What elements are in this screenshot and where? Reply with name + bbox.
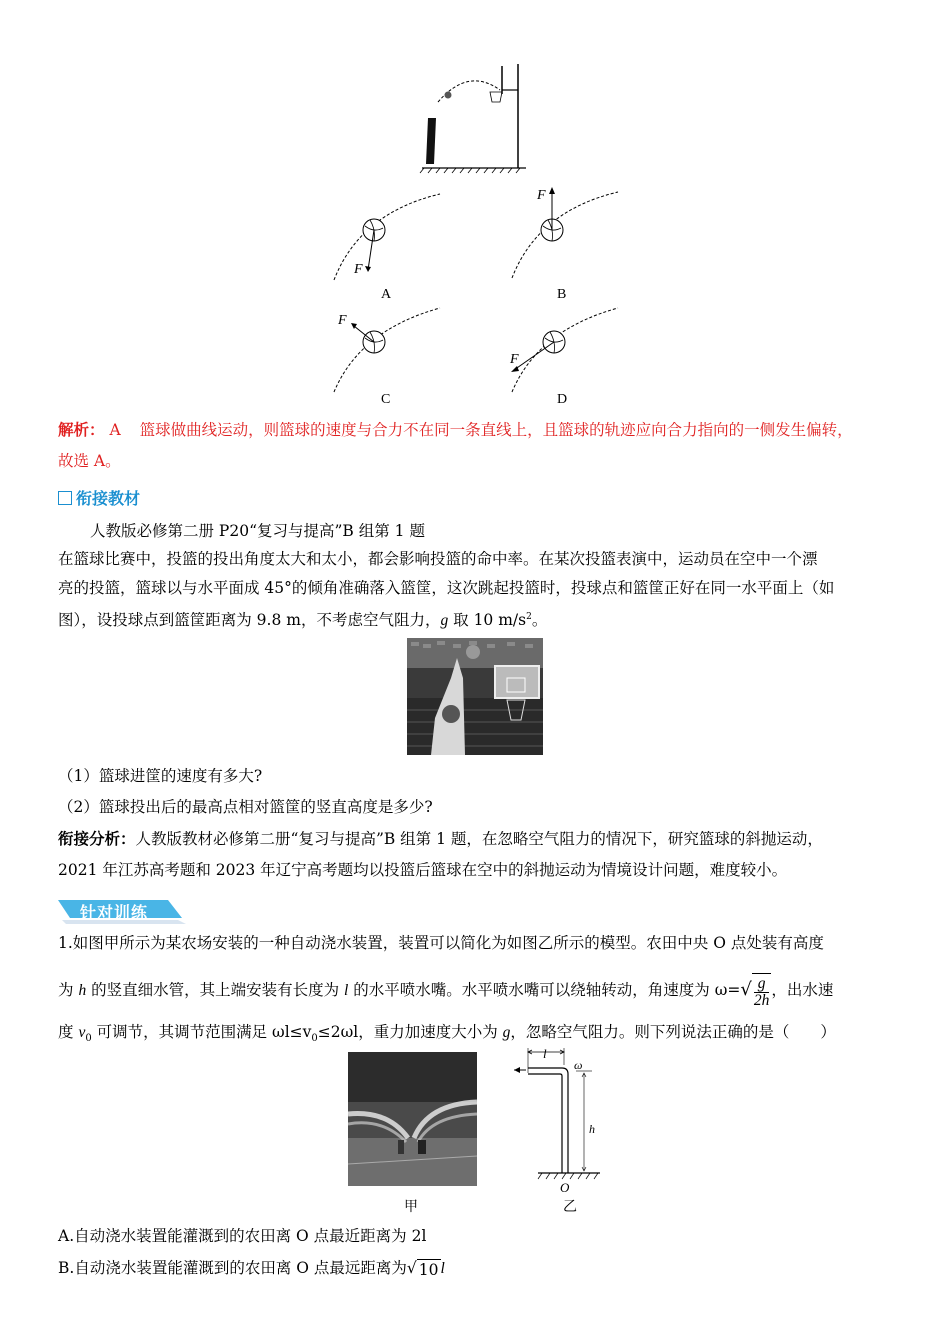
problem-l2-d: ，出水速 — [771, 981, 834, 999]
problem-l3-c: ≤2ωl，重力加速度大小为 — [317, 1023, 503, 1041]
textbook-reference-text: 人教版必修第二册 P20“复习与提高”B 组第 1 题 — [90, 522, 425, 540]
problem-l3-a: 度 — [58, 1023, 79, 1041]
sprinkler-diagram — [508, 1045, 608, 1185]
training-title: 针对训练 — [80, 903, 149, 922]
textbook-reference — [90, 521, 425, 541]
option-figure-b — [508, 186, 628, 286]
analysis-answer: A — [109, 421, 121, 439]
fraction-denominator: 2h — [753, 992, 770, 1009]
question-1 — [58, 766, 262, 786]
link-analysis-line-1 — [58, 829, 823, 849]
figure-yi-label: 乙 — [563, 1199, 577, 1215]
textbook-para-3-a: 图），设投球点到篮筐距离为 9.8 m，不考虑空气阻力， — [58, 611, 441, 630]
v-symbol: v — [78, 1024, 86, 1041]
option-d-force-label: F — [510, 352, 519, 367]
v-subscript: 0 — [85, 1033, 92, 1045]
problem-l2-a: 为 — [58, 981, 79, 999]
shooting-figure — [418, 62, 530, 178]
textbook-para-2-text: 亮的投篮，篮球以与水平面成 45°的倾角准确落入篮筐，这次跳起投篮时，投球点和篮筐正好在同一水平面上（如 — [58, 579, 835, 597]
training-banner — [58, 898, 186, 924]
analysis-label: 解析： — [58, 420, 105, 439]
analysis-text-1: 篮球做曲线运动，则篮球的速度与合力不在同一条直线上，且篮球的轨迹应向合力指向的一侧发生偏转， — [139, 421, 853, 439]
textbook-para-3-c: 。 — [531, 611, 548, 630]
analysis-line-1 — [58, 420, 853, 440]
option-a[interactable] — [58, 1226, 426, 1246]
option-figure-c — [330, 302, 450, 398]
superscript-2: 2 — [526, 612, 532, 622]
problem-line-2 — [58, 972, 833, 1010]
section-title-text: 衔接教材 — [76, 489, 141, 508]
option-a-force-label: F — [354, 262, 363, 277]
link-analysis-line-2 — [58, 860, 787, 880]
section-box-icon — [58, 491, 72, 505]
option-c-force-label: F — [338, 313, 347, 328]
omega-sqrt — [752, 973, 772, 1010]
problem-line-1-text: 1.如图甲所示为某农场安装的一种自动浇水装置，装置可以简化为如图乙所示的模型。农田中央 O 点处装有高度 — [58, 934, 824, 952]
textbook-para-3-b: 取 10 m/s — [448, 611, 527, 630]
g-symbol: g — [502, 1024, 511, 1041]
problem-l2-c: 的水平喷水嘴。水平喷水嘴可以绕轴转动，角速度为 ω= — [348, 981, 741, 999]
option-b-radical: √ — [406, 1259, 417, 1277]
textbook-para-1-text: 在篮球比赛中，投篮的投出角度太大和太小，都会影响投篮的命中率。在某次投篮表演中，运动员在空中一个漂 — [58, 550, 818, 568]
diagram-omega-label: ω — [574, 1058, 583, 1072]
option-b-sqrt: 10 — [418, 1260, 439, 1279]
analysis-line-2 — [58, 451, 121, 471]
analysis-text-2: 故选 A。 — [58, 452, 121, 470]
option-b-label: B — [557, 287, 567, 302]
basketball-photo — [407, 638, 543, 755]
figure-jia-label: 甲 — [404, 1199, 418, 1215]
problem-l3-d: ，忽略空气阻力。则下列说法正确的是（ ） — [510, 1023, 836, 1041]
gravity-symbol: g — [440, 612, 449, 630]
question-2 — [58, 797, 433, 817]
link-analysis-label: 衔接分析： — [58, 829, 136, 848]
textbook-para-3 — [58, 607, 547, 631]
option-c-label: C — [381, 392, 391, 407]
problem-line-1 — [58, 933, 824, 953]
textbook-para-1 — [58, 549, 818, 569]
option-d-label: D — [557, 392, 568, 407]
option-a-text: A.自动浇水装置能灌溉到的农田离 O 点最近距离为 2l — [58, 1227, 427, 1245]
problem-line-3 — [58, 1022, 836, 1049]
diagram-l-label: l — [543, 1046, 547, 1061]
option-a-label: A — [381, 287, 392, 302]
l-symbol: l — [344, 982, 349, 999]
textbook-para-2 — [58, 578, 834, 598]
option-figure-d — [508, 302, 628, 398]
option-figure-a — [330, 188, 450, 288]
link-analysis-text-1: 人教版教材必修第二册“复习与提高”B 组第 1 题，在忽略空气阻力的情况下，研究篮球的斜抛运动， — [135, 830, 823, 848]
omega-fraction — [754, 976, 770, 1009]
fraction-numerator: g — [754, 976, 770, 993]
problem-l3-b: 可调节，其调节范围满足 ωl≤v — [91, 1023, 312, 1041]
problem-l2-b: 的竖直细水管，其上端安装有长度为 — [86, 981, 345, 999]
option-b-text: B.自动浇水装置能灌溉到的农田离 O 点最远距离为 — [58, 1259, 407, 1277]
h-symbol: h — [78, 982, 87, 999]
question-1-text: （1）篮球进筐的速度有多大? — [58, 767, 263, 785]
link-analysis-text-2: 2021 年江苏高考题和 2023 年辽宁高考题均以投篮后篮球在空中的斜抛运动为情境设计问题，难度较小。 — [58, 861, 788, 879]
option-b[interactable] — [58, 1258, 445, 1280]
radical-sign: √ — [740, 979, 752, 1000]
section-title — [58, 486, 140, 509]
v-subscript-2: 0 — [311, 1033, 318, 1045]
option-b-l: l — [440, 1260, 445, 1277]
option-b-force-label: F — [537, 188, 546, 203]
diagram-o-label: O — [560, 1180, 570, 1195]
sprinkler-photo — [348, 1052, 477, 1186]
diagram-h-label: h — [589, 1122, 595, 1136]
question-2-text: （2）篮球投出后的最高点相对篮筐的竖直高度是多少? — [58, 798, 433, 816]
